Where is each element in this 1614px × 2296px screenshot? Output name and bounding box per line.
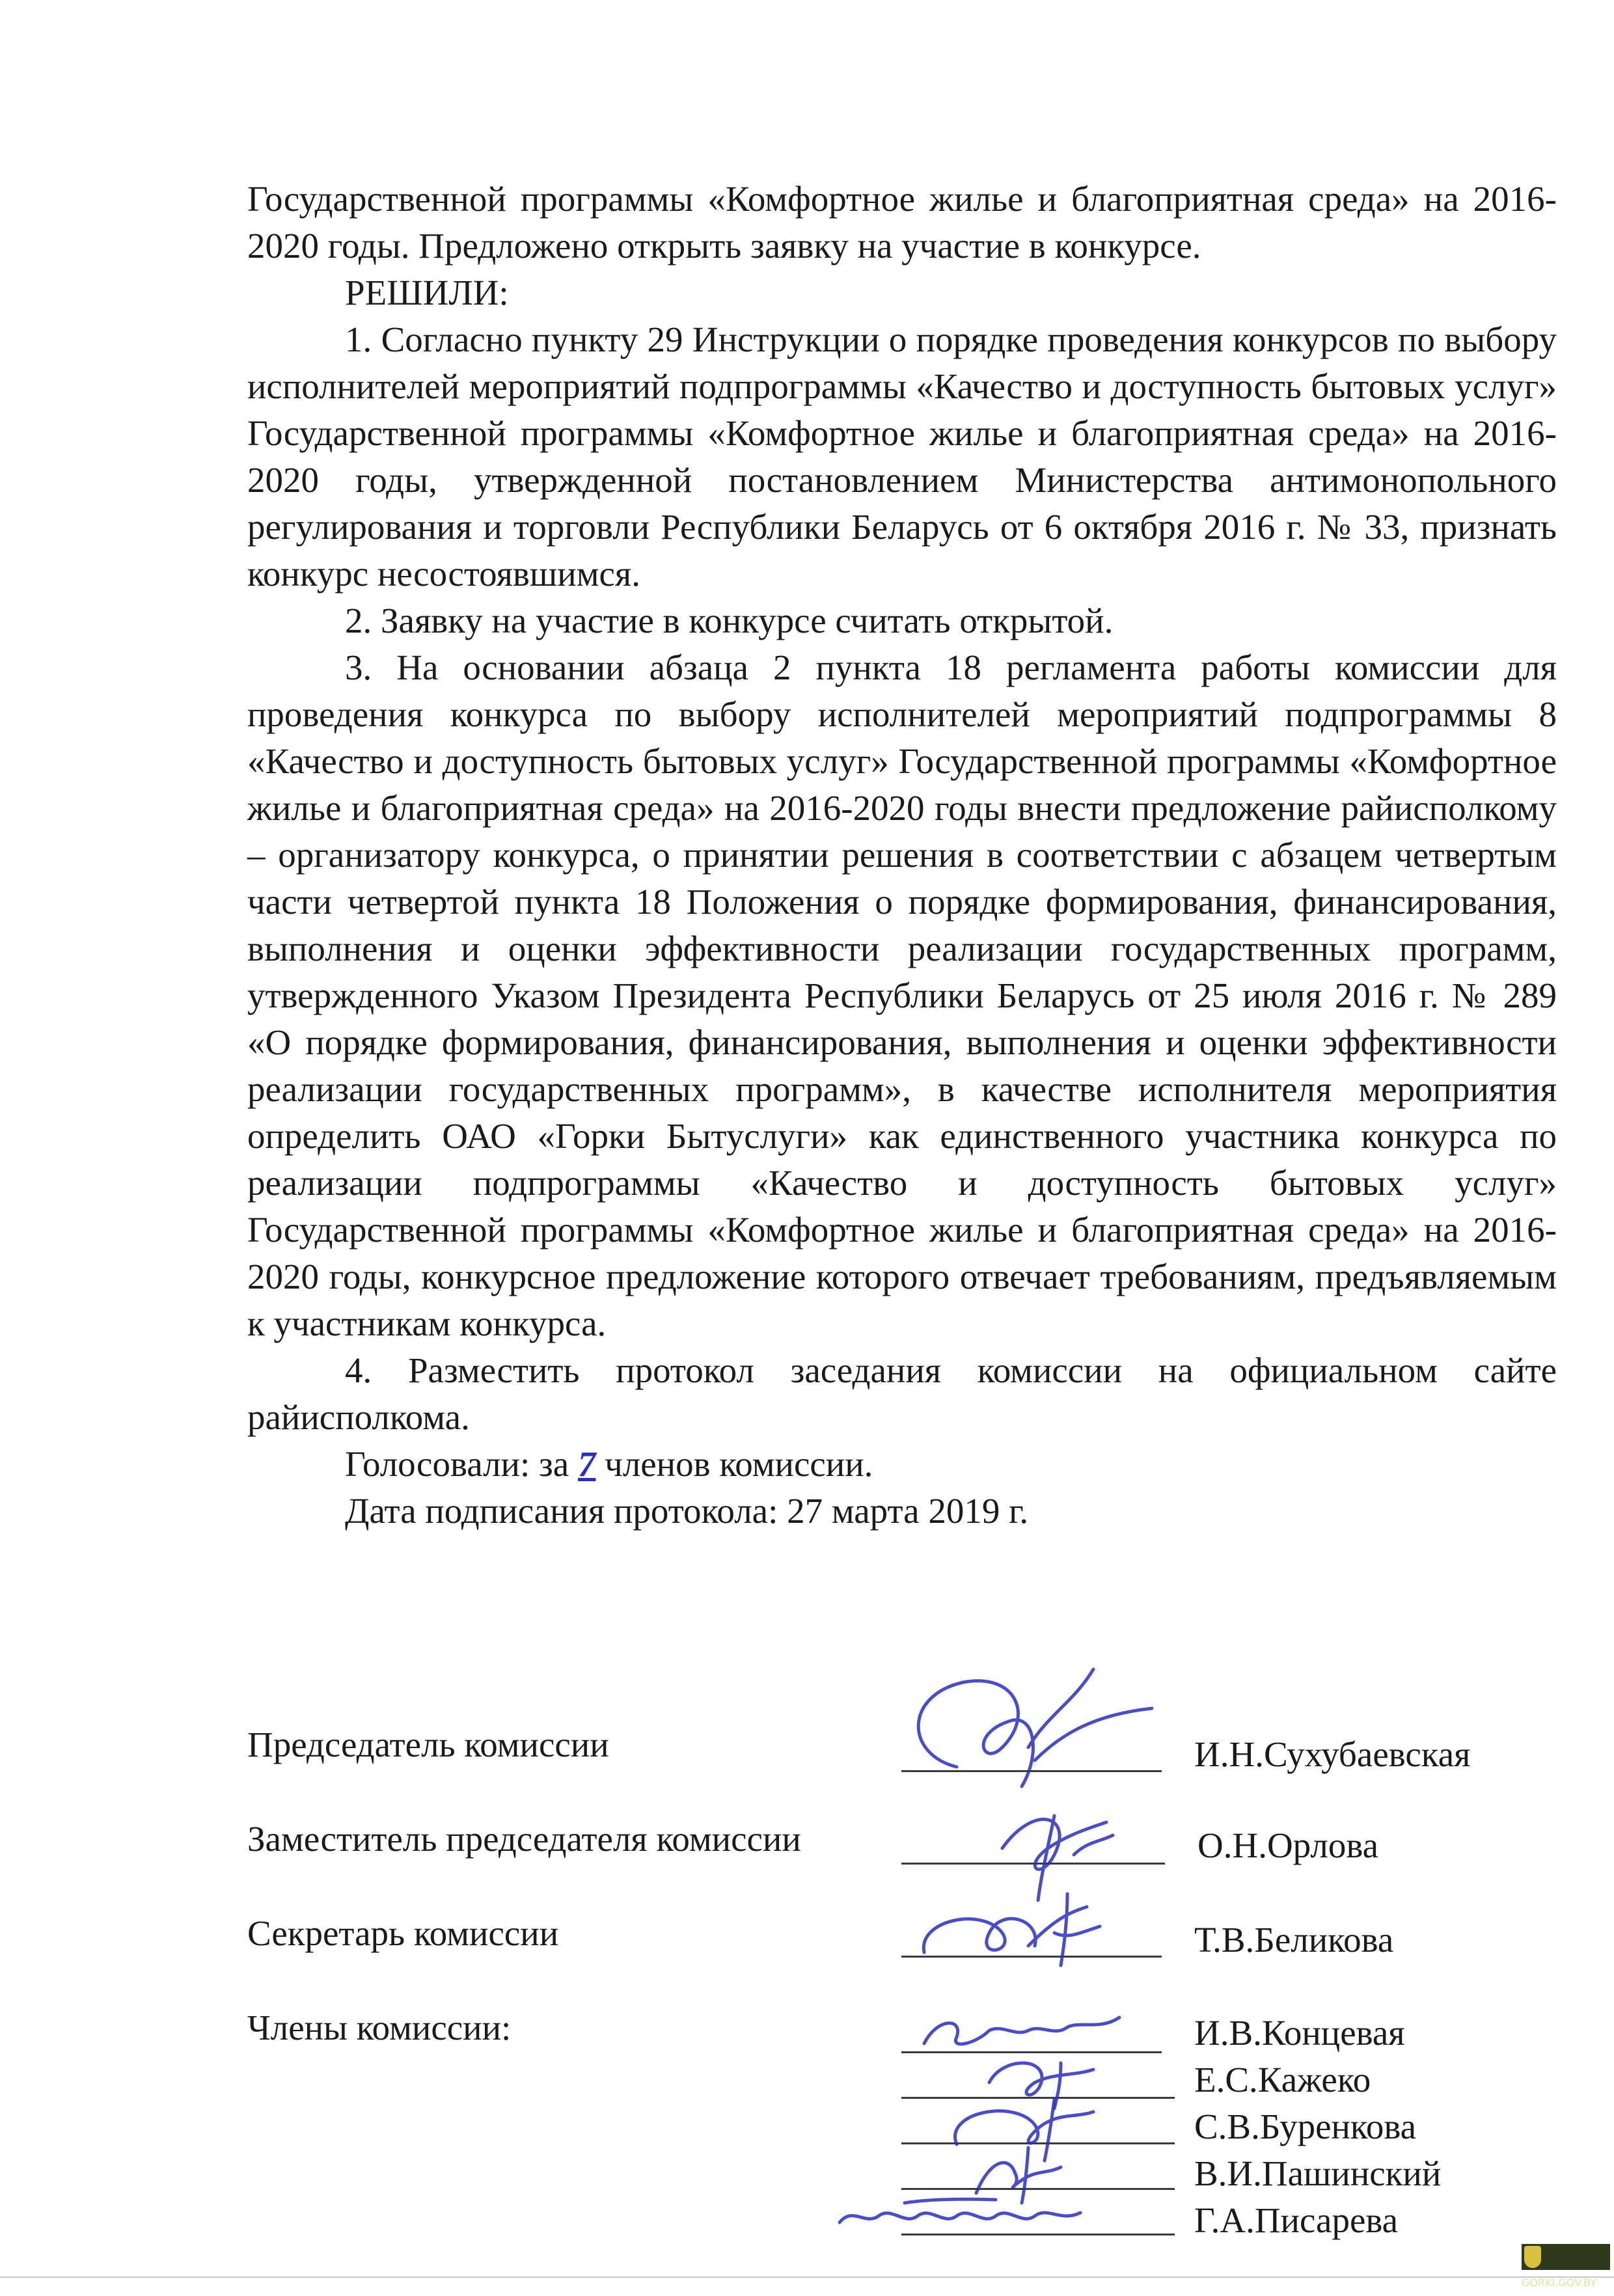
paragraph-decision-2: 2. Заявку на участие в конкурсе считать открытой. (345, 601, 1114, 640)
vote-prefix: Голосовали: за (345, 1444, 578, 1484)
crest-icon (1524, 2246, 1541, 2268)
paragraph-decision-3: 3. На основании абзаца 2 пункта 18 регламента работы комиссии для проведения конкурса по выбору исполнителей мероприятий подпрограммы 8 «Качество и доступность бытовых услуг» Государственной программы «Комфортное жилье и благоприятная среда» на 2016-2020 годы внести предложение райисполкому – организатору конкурса, о принятии решения в соответствии с абзацем четвертым части четвертой пункта 18 Положения о порядке формирования, финансирования, выполнения и оценки эффективности реализации государственных программ, утвержденного Указом Президента Республики Беларусь от 25 июля 2016 г. № 289 «О порядке формирования, финансирования, выполнения и оценки эффективности реализации государственных программ», в качестве исполнителя мероприятия определить ОАО «Горки Бытуслуги» как единственного участника конкурса по реализации подпрограммы «Качество и доступность бытовых услуг» Государственной программы «Комфортное жилье и благоприятная среда» на 2016-2020 годы, конкурсное предложение которого отвечает требованиям, предъявляемым к участникам конкурса. (247, 648, 1557, 1343)
members-role: Члены комиссии: (247, 2008, 512, 2047)
site-watermark (1522, 2244, 1610, 2289)
sign-date: Дата подписания протокола: 27 марта 2019 г. (345, 1491, 1029, 1531)
paragraph-decision-1: 1. Согласно пункту 29 Инструкции о порядке проведения конкурсов по выбору исполнителей мероприятий подпрограммы «Качество и доступность бытовых услуг» Государственной программы «Комфортное жилье и благоприятная среда» на 2016-2020 годы, утвержденной постановлением Министерства антимонопольного регулирования и торговли Республики Беларусь от 6 октября 2016 г. № 33, признать конкурс несостоявшимся. (247, 320, 1557, 594)
member-2-name: Е.С.Кажеко (1194, 2060, 1371, 2099)
paragraph-resolved-heading: РЕШИЛИ: (345, 273, 509, 312)
chair-role: Председатель комиссии (247, 1725, 609, 1764)
watermark-label: GORKI.GOV.BY (1522, 2276, 1596, 2289)
secretary-name: Т.В.Беликова (1194, 1920, 1394, 1960)
secretary-signature-icon (905, 1881, 1139, 1978)
vote-count: 7 (577, 1444, 596, 1484)
chair-signature-icon (879, 1656, 1178, 1806)
chair-name: И.Н.Сухубаевская (1194, 1734, 1471, 1774)
deputy-role: Заместитель председателя комиссии (247, 1819, 801, 1859)
member-1-name: И.В.Концевая (1194, 2013, 1405, 2053)
vote-line (247, 1441, 1557, 1488)
protocol-body (247, 176, 1557, 1535)
secretary-role: Секретарь комиссии (247, 1913, 559, 1953)
member-5-signature-icon (827, 2187, 1113, 2245)
paragraph-intro: Государственной программы «Комфортное жилье и благоприятная среда» на 2016-2020 годы. Предложено открыть заявку на участие в конкурсе. (247, 179, 1557, 266)
paragraph-decision-4: 4. Разместить протокол заседания комиссии на официальном сайте райисполкома. (247, 1350, 1557, 1437)
vote-suffix: членов комиссии. (595, 1444, 873, 1484)
page-bottom-rule (0, 2276, 1614, 2278)
member-3-name: С.В.Буренкова (1194, 2107, 1417, 2146)
deputy-name: О.Н.Орлова (1197, 1825, 1379, 1865)
member-4-name: В.И.Пашинский (1194, 2153, 1442, 2193)
member-5-name: Г.А.Писарева (1194, 2200, 1399, 2240)
